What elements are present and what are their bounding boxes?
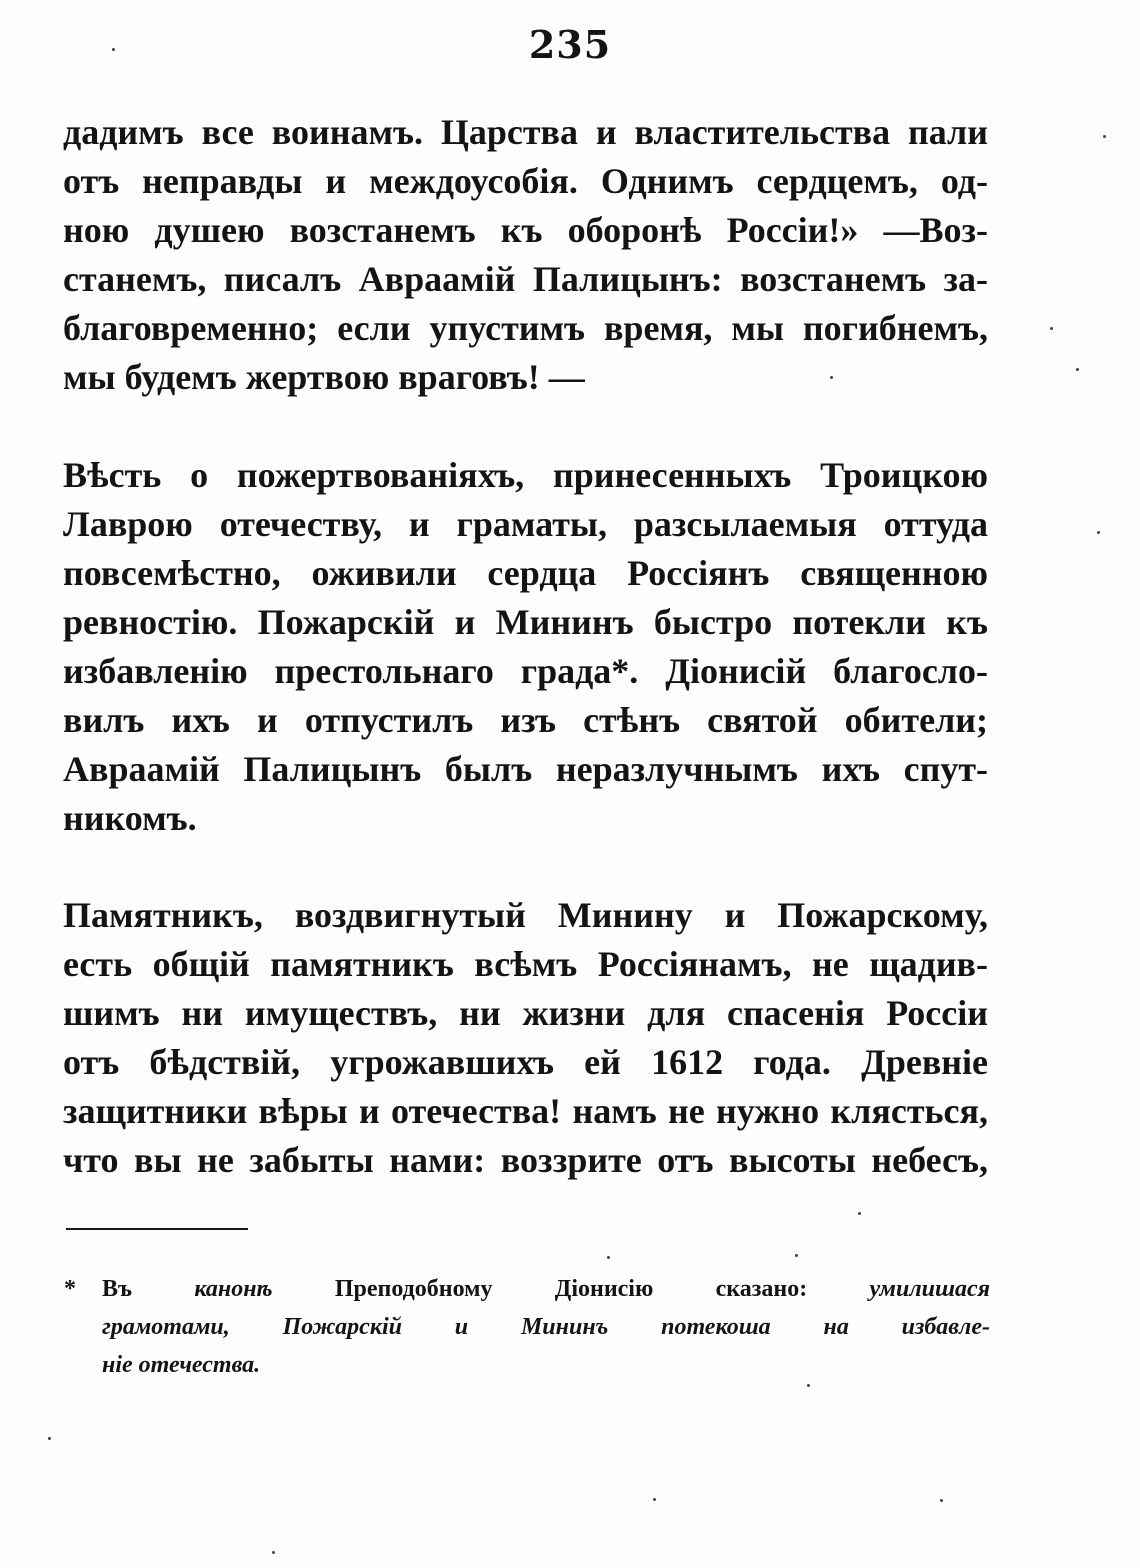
footnote-text: Преподобному Діонисію сказано:: [272, 1276, 870, 1302]
footnote-line: [64, 1270, 990, 1308]
text-line: Авраамій Палицынъ былъ неразлучнымъ ихъ спут-: [63, 749, 988, 789]
text-line: Памятникъ, воздвигнутый Минину и Пожарскому,: [63, 895, 988, 935]
scan-speck: [1103, 135, 1106, 138]
text-line: станемъ, писалъ Авраамій Палицынъ: возстанемъ за-: [63, 259, 988, 299]
footnote-line: [64, 1308, 990, 1346]
text-line: отъ бѣдствій, угрожавшихъ ей 1612 года. Древніе: [63, 1042, 988, 1082]
footnote-text: Въ: [102, 1276, 195, 1302]
scan-speck: [653, 1498, 656, 1501]
footnote-line: ніе отечества.: [102, 1352, 261, 1378]
scan-speck: [795, 1254, 798, 1257]
text-line: повсемѣстно, оживили сердца Россіянъ священною: [63, 553, 988, 593]
page-number: 235: [528, 22, 612, 67]
text-line: защитники вѣры и отечества! намъ не нужно клясться,: [63, 1091, 988, 1131]
text-line: избавленію престольнаго града*. Діонисій благосло-: [63, 651, 988, 691]
scan-speck: [272, 1551, 275, 1554]
text-line: мы будемъ жертвою враговъ! —: [63, 357, 585, 397]
text-line: есть общій памятникъ всѣмъ Россіянамъ, не щадив-: [63, 944, 988, 984]
scan-speck: [1097, 531, 1100, 534]
text-line: вилъ ихъ и отпустилъ изъ стѣнъ святой обители;: [63, 700, 988, 740]
footnote-divider: [66, 1228, 248, 1230]
footnote-italic-text: канонѣ: [194, 1276, 273, 1302]
scan-speck: [830, 376, 833, 379]
scan-speck: [607, 1256, 610, 1259]
scan-speck: [1076, 368, 1079, 371]
scan-speck: [48, 1437, 51, 1440]
footnote: [64, 1270, 990, 1384]
scan-speck: [807, 1384, 810, 1387]
scan-speck: [858, 1212, 861, 1215]
scan-speck: [940, 1499, 943, 1502]
paragraph-1: [63, 108, 988, 402]
footnote-mark: *: [64, 1276, 76, 1302]
footnote-italic-text: умилишася: [869, 1276, 991, 1302]
text-line: что вы не забыты нами: воззрите отъ высоты небесъ,: [63, 1140, 988, 1180]
text-line: отъ неправды и междоусобія. Однимъ сердцемъ, од-: [63, 161, 988, 201]
text-line: Вѣсть о пожертвованіяхъ, принесенныхъ Троицкою: [63, 455, 988, 495]
paragraph-2: [63, 451, 988, 843]
paragraph-3: [63, 891, 988, 1185]
text-line: дадимъ все воинамъ. Царства и властительства пали: [63, 112, 988, 152]
text-line: Лаврою отечеству, и граматы, разсылаемыя оттуда: [63, 504, 988, 544]
text-line: никомъ.: [63, 798, 197, 838]
text-line: шимъ ни имуществъ, ни жизни для спасенія Россіи: [63, 993, 988, 1033]
footnote-italic-text: Пожарскій и Мининъ потекоша на избавле-: [282, 1314, 990, 1340]
text-line: ною душею возстанемъ къ оборонѣ Россіи!» —Воз-: [63, 210, 988, 250]
scan-speck: [1050, 327, 1053, 330]
footnote-italic-text: грамотами,: [102, 1314, 283, 1340]
text-line: благовременно; если упустимъ время, мы погибнемъ,: [63, 308, 988, 348]
text-line: ревностію. Пожарскій и Мининъ быстро потекли къ: [63, 602, 988, 642]
scan-speck: [112, 48, 115, 51]
